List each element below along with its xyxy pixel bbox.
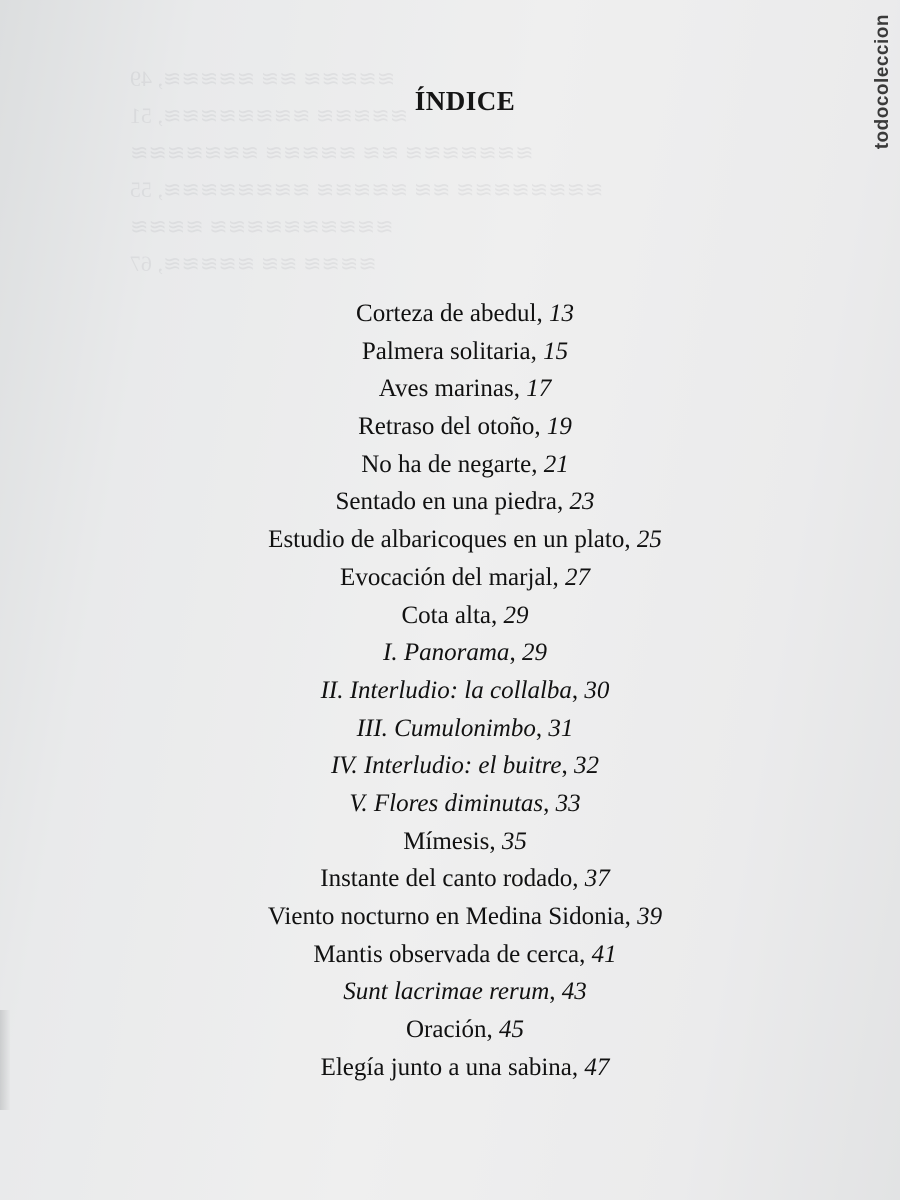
toc-entry-title: I. Panorama <box>383 639 510 667</box>
toc-entry-separator: , <box>571 1053 585 1081</box>
toc-entry-title: Aves marinas <box>378 375 514 403</box>
toc-entry <box>0 973 900 1011</box>
toc-entry <box>0 446 900 484</box>
toc-entry-separator: , <box>579 940 592 968</box>
page-title: ÍNDICE <box>414 86 516 117</box>
toc-entry <box>0 597 900 635</box>
toc-entry-page-number: 37 <box>584 865 610 893</box>
toc-entry-separator: , <box>489 827 502 855</box>
toc-entry-separator: , <box>624 526 637 554</box>
toc-entry-title: IV. Interludio: el buitre <box>330 752 562 780</box>
toc-entry-separator: , <box>535 714 549 742</box>
toc-entry-page-number: 41 <box>591 940 617 968</box>
toc-entry-page-number: 15 <box>543 337 569 365</box>
toc-entry-page-number: 31 <box>548 714 574 742</box>
toc-entry-page-number: 45 <box>499 1016 525 1044</box>
toc-entry-title: Instante del canto rodado <box>320 865 573 893</box>
toc-entry-page-number: 19 <box>546 413 572 441</box>
toc-entry-page-number: 23 <box>569 488 595 516</box>
bleed-through-text: ≋≋≋≋≋ ≋≋ ≋≋≋≋≋, 49 ≋≋≋≋≋ ≋≋≋≋≋≋≋≋, 51 ≋≋≋≋≋≋≋ ≋≋ ≋≋≋≋≋ ≋≋≋≋≋≋≋ ≋≋≋≋≋≋≋≋ ≋≋ ≋≋≋≋≋ ≋≋≋≋≋≋≋≋, 55 ≋≋≋≋≋≋≋≋≋≋ ≋≋≋≋ ≋≋≋≋ ≋≋ ≋≋≋≋≋, 67 <box>130 66 604 276</box>
toc-entry-page-number: 29 <box>503 601 529 629</box>
toc-entry-page-number: 13 <box>548 300 574 327</box>
toc-entry <box>0 860 900 898</box>
page-edge-shadow <box>0 1010 10 1110</box>
toc-entry-title: Mantis observada de cerca <box>313 940 580 968</box>
toc-entry-separator: , <box>513 375 527 403</box>
toc-entry-separator: , <box>571 676 585 704</box>
toc-entry-separator: , <box>624 903 638 930</box>
toc-entry-title: Sunt lacrimae rerum <box>343 978 550 1006</box>
toc-entry-separator: , <box>549 978 562 1006</box>
toc-entry-separator: , <box>534 413 547 441</box>
toc-entry-page-number: 30 <box>584 676 610 704</box>
toc-entry-separator: , <box>561 752 575 780</box>
toc-entry-page-number: 39 <box>637 903 663 930</box>
toc-entry-title: Cota alta <box>401 601 492 629</box>
toc-entry-page-number: 17 <box>526 375 552 403</box>
toc-entry-separator: , <box>536 300 549 327</box>
toc-entry-separator: , <box>531 450 544 478</box>
toc-entry-page-number: 35 <box>501 827 527 855</box>
toc-entry <box>0 295 900 333</box>
toc-entry-title: Retraso del otoño <box>358 413 535 441</box>
toc-entry-separator: , <box>509 639 522 667</box>
toc-entry-page-number: 43 <box>561 978 587 1006</box>
toc-entry-title: Sentado en una piedra <box>335 488 557 516</box>
toc-entry <box>0 747 900 785</box>
toc-entry-page-number: 32 <box>574 752 600 780</box>
toc-entry-title: Viento nocturno en Medina Sidonia <box>267 903 625 930</box>
toc-entry-separator: , <box>486 1016 500 1044</box>
toc-entry <box>0 370 900 408</box>
table-of-contents <box>0 295 900 1086</box>
toc-entry-page-number: 21 <box>543 450 569 478</box>
toc-entry <box>0 672 900 710</box>
toc-entry <box>0 559 900 597</box>
toc-entry-separator: , <box>530 337 544 365</box>
toc-entry-title: Palmera solitaria <box>361 337 531 365</box>
toc-entry-title: Elegía junto a una sabina <box>320 1053 572 1081</box>
toc-entry <box>0 483 900 521</box>
toc-entry <box>0 1049 900 1087</box>
toc-entry-title: Mímesis <box>403 827 490 855</box>
toc-entry-title: Estudio de albaricoques en un plato <box>268 526 625 554</box>
toc-entry <box>0 634 900 672</box>
toc-entry-separator: , <box>552 563 565 591</box>
toc-entry-title: II. Interludio: la collalba <box>320 676 572 704</box>
toc-entry-title: III. Cumulonimbo <box>356 714 536 742</box>
toc-entry <box>0 521 900 559</box>
toc-entry-title: No ha de negarte <box>361 450 532 478</box>
toc-entry <box>0 823 900 861</box>
toc-entry <box>0 1011 900 1049</box>
toc-entry-page-number: 25 <box>636 526 662 554</box>
toc-entry-separator: , <box>572 865 585 893</box>
toc-entry <box>0 936 900 974</box>
toc-entry-title: Oración <box>405 1016 487 1044</box>
toc-entry <box>0 408 900 446</box>
toc-entry-separator: , <box>491 601 504 629</box>
toc-entry <box>0 710 900 748</box>
toc-entry-title: Evocación del marjal <box>340 563 553 591</box>
toc-entry-separator: , <box>543 789 556 817</box>
toc-entry-page-number: 29 <box>521 639 547 667</box>
toc-entry-page-number: 27 <box>564 563 590 591</box>
toc-entry <box>0 333 900 371</box>
toc-entry-page-number: 47 <box>584 1053 610 1081</box>
toc-entry <box>0 898 900 936</box>
toc-entry-separator: , <box>556 488 570 516</box>
watermark-text: todocoleccion <box>872 14 893 150</box>
toc-entry-page-number: 33 <box>555 789 581 817</box>
toc-entry <box>0 785 900 823</box>
toc-entry-title: V. Flores diminutas <box>349 789 544 817</box>
toc-entry-title: Corteza de abedul <box>356 300 537 327</box>
